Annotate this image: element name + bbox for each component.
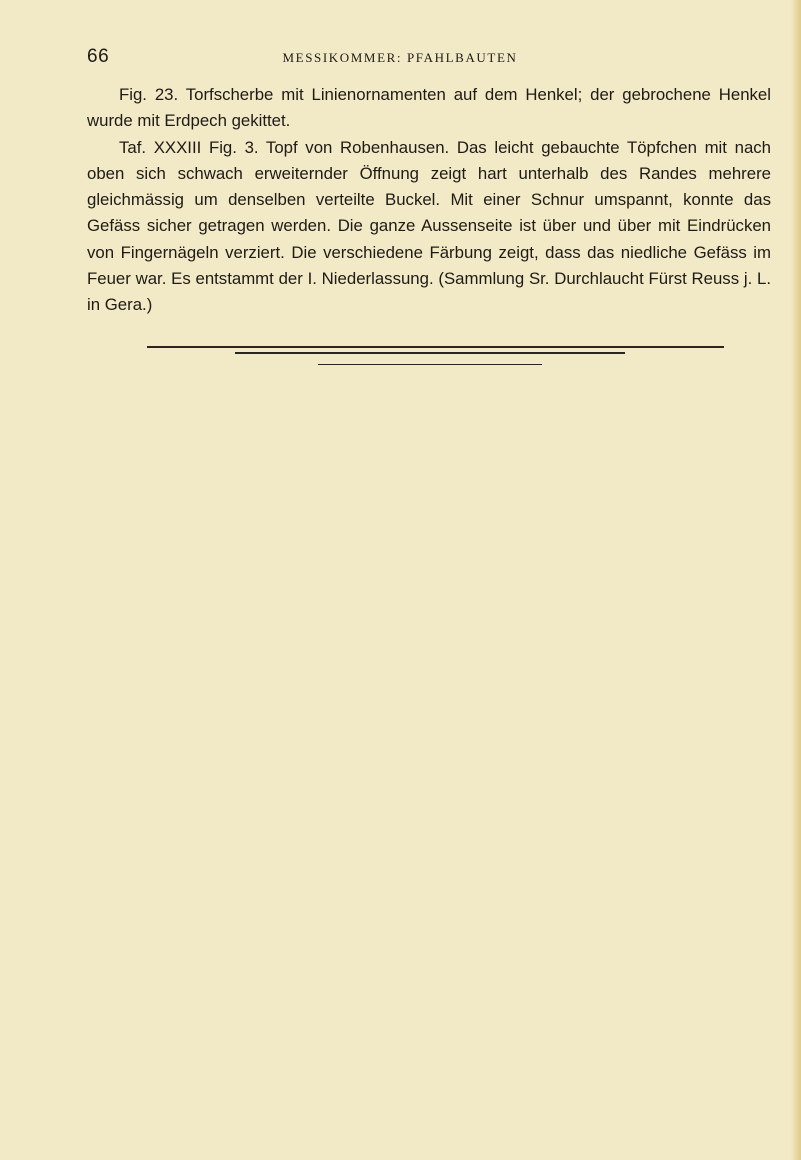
paragraph-taf-xxxiii: Taf. XXXIII Fig. 3. Topf von Robenhausen. Das leicht gebauchte Töpfchen mit nach oben sich schwach erweiternder Öffnung zeigt hart unterhalb des Randes mehrere gleichmässig um denselben verteilte Buckel. Mit einer Schnur umspannt, konnte das Gefäss sicher getragen werden. Die ganze Aussenseite ist über und über mit Eindrücken von Fingernägeln verziert. Die verschiedene Färbung zeigt, dass das niedliche Gefäss im Feuer war. Es entstammt der I. Niederlassung. (Sammlung Sr. Durchlaucht Fürst Reuss j. L. in Gera.) — [87, 137, 771, 315]
body-text — [87, 82, 771, 319]
section-end-rule-short — [235, 352, 625, 354]
paragraph-fig-23: Fig. 23. Torfscherbe mit Linienornamenten auf dem Henkel; der gebrochene Henkel wurde mit Erdpech gekittet. — [87, 85, 771, 131]
running-title: MESSIKOMMER: PFAHLBAUTEN — [282, 50, 518, 65]
running-head — [87, 46, 687, 70]
page-number: 66 — [87, 46, 110, 67]
section-end-rule-long — [147, 346, 724, 348]
section-end-rule-tiny — [318, 364, 542, 365]
page-edge — [791, 0, 801, 1160]
